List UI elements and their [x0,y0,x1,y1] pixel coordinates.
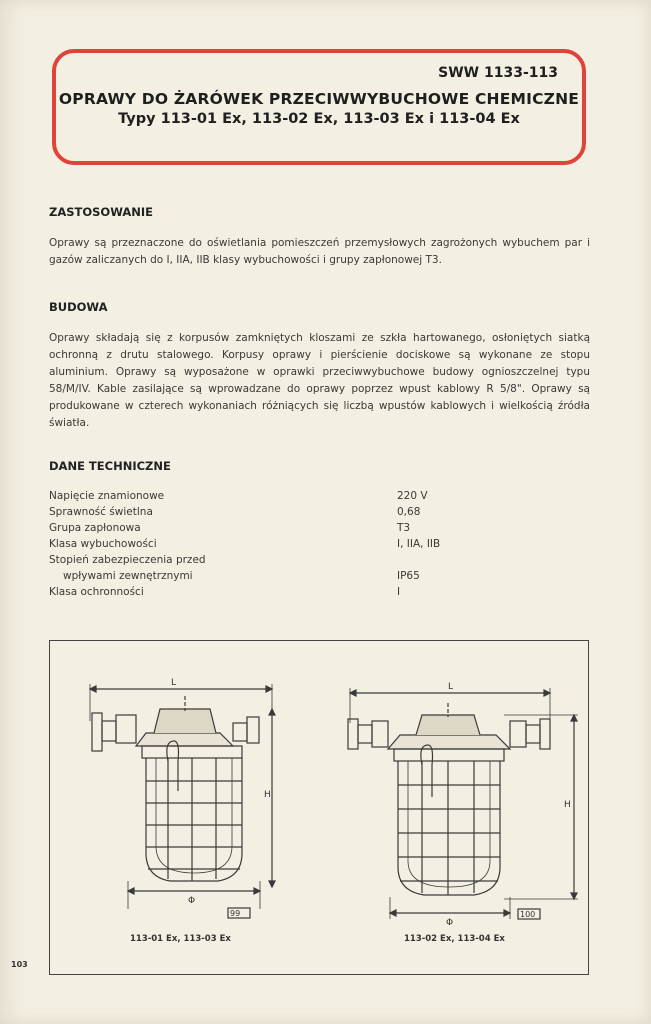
scale-label-right: 100 [520,910,536,919]
header-box [52,49,586,165]
heading-application: ZASTOSOWANIE [49,205,154,219]
luminaire-drawing-left [90,684,275,918]
spec-row [49,586,469,602]
heading-construction: BUDOWA [49,300,108,314]
construction-text: Oprawy składają się z korpusów zamkniętych kloszami ze szkła hartowanego, osłoniętych siatką ochronną z drutu stalowego. Korpusy oprawy i pierścienie dociskowe są wykonane ze stopu aluminium. Oprawy są wyposażone w oprawki przeciwwybuchowe budowy ognioszczelnej typu 58/M/IV. Kable zasilające są wprowadzane do oprawy poprzez wpust kablowy R 5/8". Oprawy są produkowane w czterech wykonaniach różniących się liczbą wpustów kablowych i wielkością źródła światła. [49,332,590,429]
figure-caption-right: 113-02 Ex, 113-04 Ex [404,934,505,944]
spec-row [49,570,469,586]
spec-row [49,506,469,522]
page-number: 103 [11,960,28,969]
spec-row [49,490,469,506]
series-code: SWW 1133-113 [438,65,558,81]
page-subtitle: Typy 113-01 Ex, 113-02 Ex, 113-03 Ex i 113-04 Ex [118,111,520,127]
spec-value: 220 V [397,490,428,502]
dim-label-height-right: H [564,800,571,810]
technical-drawings [50,641,587,973]
spec-value: I, IIA, IIB [397,538,441,550]
dim-label-width-left: L [171,678,177,688]
figure-caption-left: 113-01 Ex, 113-03 Ex [130,934,231,944]
spec-row [49,554,469,570]
spec-value: T3 [397,522,411,534]
scale-label-left: 99 [230,909,241,918]
spec-row [49,522,469,538]
spec-label: Stopień zabezpieczenia przed [49,554,206,566]
spec-label: Grupa zapłonowa [49,522,141,534]
dim-label-width-right: L [448,682,454,692]
spec-label: wpływami zewnętrznymi [63,570,193,582]
heading-technical: DANE TECHNICZNE [49,459,171,473]
page-title: OPRAWY DO ŻARÓWEK PRZECIWWYBUCHOWE CHEMICZNE [58,90,580,108]
application-text: Oprawy są przeznaczone do oświetlania pomieszczeń przemysłowych zagrożonych wybuchem par i gazów zaliczanych do I, IIA, IIB klasy wybuchowości i grupy zapłonowej T3. [49,237,590,266]
luminaire-drawing-right [348,688,578,919]
dim-label-diameter-right: Φ [446,918,454,928]
spec-row [49,538,469,554]
drawings-frame [49,640,589,975]
spec-label: Sprawność świetlna [49,506,153,518]
dim-label-height-left: H [264,790,271,800]
dim-label-diameter-left: Φ [188,896,196,906]
spec-label: Napięcie znamionowe [49,490,165,502]
spec-value: IP65 [397,570,420,582]
spec-label: Klasa ochronności [49,586,144,598]
spec-label: Klasa wybuchowości [49,538,157,550]
spec-value: I [397,586,401,598]
spec-value: 0,68 [397,506,421,518]
